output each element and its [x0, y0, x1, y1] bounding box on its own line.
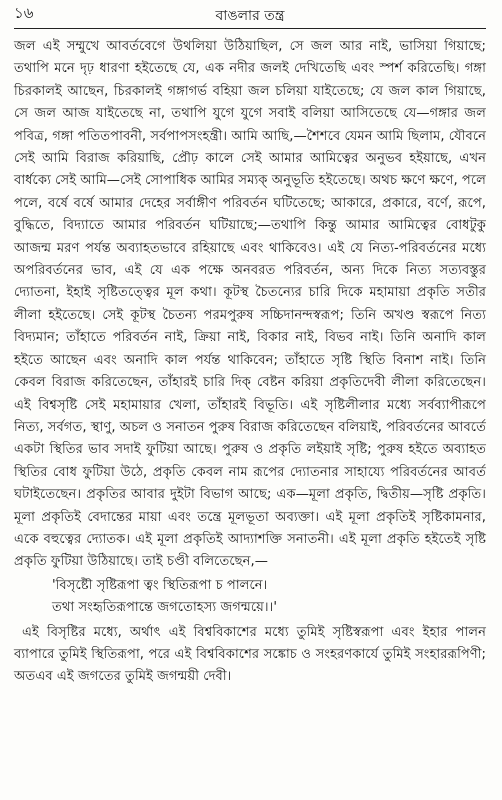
verse-line: 'বিসৃষ্টৌ সৃষ্টিরূপা ত্বং স্থিতিরূপা চ পালনে। — [52, 577, 268, 593]
running-head: বাঙলার তন্ত্র — [215, 8, 285, 24]
page-number: ১৬ — [14, 4, 34, 22]
verse-line: তথা সংহৃতিরূপান্তে জগতোহস্য জগন্ময়ে।।' — [52, 600, 277, 616]
body-paragraph: জল এই সম্মুখে আবর্তবেগে উথলিয়া উঠিয়াছিল, সে জল আর নাই, ভাসিয়া গিয়াছে; তথাপি মনে দৃঢ় ধারণা হইতেছে যে, এক নদীর জলই দেখিতেছি এবং স্পর্শ করিতেছি। গঙ্গা চিরকালই আছেন, চিরকালই গঙ্গাগর্ভ বহিয়া জল চলিয়া যাইতেছে; যে জল কাল গিয়াছে, সে জল আজ যাইতেছে না, তথাপি যুগে যুগে সবাই বলিয়া আসিতেছে যে—গঙ্গার জল পবিত্র, গঙ্গা পতিতপাবনী, সর্বপাপসংহন্ত্রী। আমি আছি,—শৈশবে যেমন আমি ছিলাম, যৌবনে সেই আমি বিরাজ করিয়াছি, প্রৌঢ় কালে সেই আমার আমিত্বের অনুভব হইয়াছে, এখন বার্ধক্যে সেই আমি—সেই সোপাধিক আমির সম্যক্ অনুভূতি হইতেছে। অথচ ক্ষণে ক্ষণে, পলে পলে, বর্ষে বর্ষে আমার দেহের সর্বাঙ্গীণ পরিবর্তন ঘটিতেছে; আকারে, প্রকারে, বর্ণে, রূপে, বুদ্ধিতে, বিদ্যাতে আমার পরিবর্তন ঘটিয়াছে;—তথাপি কিন্তু আমার আমিত্বের বোধটুকু আজন্ম মরণ পর্যন্ত অব্যাহতভাবে রহিয়াছে এবং থাকিবেও। এই যে নিত্য-পরিবর্তনের মধ্যে অপরিবর্তনের ভাব, এই যে এক পক্ষে অনবরত পরিবর্তন, অন্য দিকে নিত্য সত্যবস্তুর দ্যোতনা, ইহাই সৃষ্টিতত্ত্বের মূল কথা। কূটস্থ চৈতন্যের চারি দিকে মহামায়া প্রকৃতি সতীর লীলা হইতেছে। সেই কূটস্থ চৈতন্য পরমপুরুষ সচ্চিদানন্দস্বরূপ; তিনি অখণ্ড স্বরূপে নিত্য বিদ্যমান; তাঁহাতে পরিবর্তন নাই, ক্রিয়া নাই, বিকার নাই, বিভব নাই। তিনি অনাদি কাল হইতে আছেন এবং অনাদি কাল পর্যন্ত থাকিবেন; তাঁহাতে সৃষ্টি স্থিতি বিনাশ নাই। তিনি কেবল বিরাজ করিতেছেন, তাঁহারই চারি দিক্ বেষ্টন করিয়া প্রকৃতিদেবী লীলা করিতেছেন। এই বিশ্বসৃষ্টি সেই মহামায়ার খেলা, তাঁহারই বিভূতি। এই সৃষ্টিলীলার মধ্যে সর্বব্যাপীরূপে নিত্য, সর্বগত, স্থাণু, অচল ও সনাতন পুরুষ বিরাজ করিতেছেন বলিয়াই, পরিবর্তনের আবর্তে একটা স্থিতির ভাব সদাই ফুটিয়া আছে। পুরুষ ও প্রকৃতি লইয়াই সৃষ্টি; পুরুষ হইতে অব্যাহত স্থিতির বোধ ফুটিয়া উঠে, প্রকৃতি কেবল নাম রূপের দ্যোতনার সাহায্যে পরিবর্তনের আবর্ত ঘটাইতেছেন। প্রকৃতির আবার দুইটা বিভাগ আছে; এক—মূলা প্রকৃতি, দ্বিতীয়—সৃষ্টি প্রকৃতি। মূলা প্রকৃতিই বেদান্তের মায়া এবং তন্ত্রে মূলভূতা অব্যক্তা। এই মূলা প্রকৃতিই সৃষ্টিকামনার, একে বহুত্বের দ্যোতক। এই মূলা প্রকৃতিই আদ্যাশক্তি সনাতনী। এই মূলা প্রকৃতি হইতেই সৃষ্টি প্রকৃতি ফুটিয়া উঠিয়াছে। তাই চণ্ডী বলিতেছেন,— — [14, 39, 486, 570]
body-paragraph: এই বিসৃষ্টির মধ্যে, অর্থাৎ এই বিশ্ববিকাশের মধ্যে তুমিই সৃষ্টিস্বরূপা এবং ইহার পালন ব্যাপারে তুমিই স্থিতিরূপা, পরে এই বিশ্ববিকাশের সঙ্কোচ ও সংহরণকার্যে তুমিই সংহাররূপিণী; অতএব এই জগতের তুমিই জগন্ময়ী দেবী। — [14, 624, 486, 685]
page-body — [14, 34, 486, 689]
header-rule — [14, 28, 486, 29]
verse-quote — [52, 575, 486, 620]
